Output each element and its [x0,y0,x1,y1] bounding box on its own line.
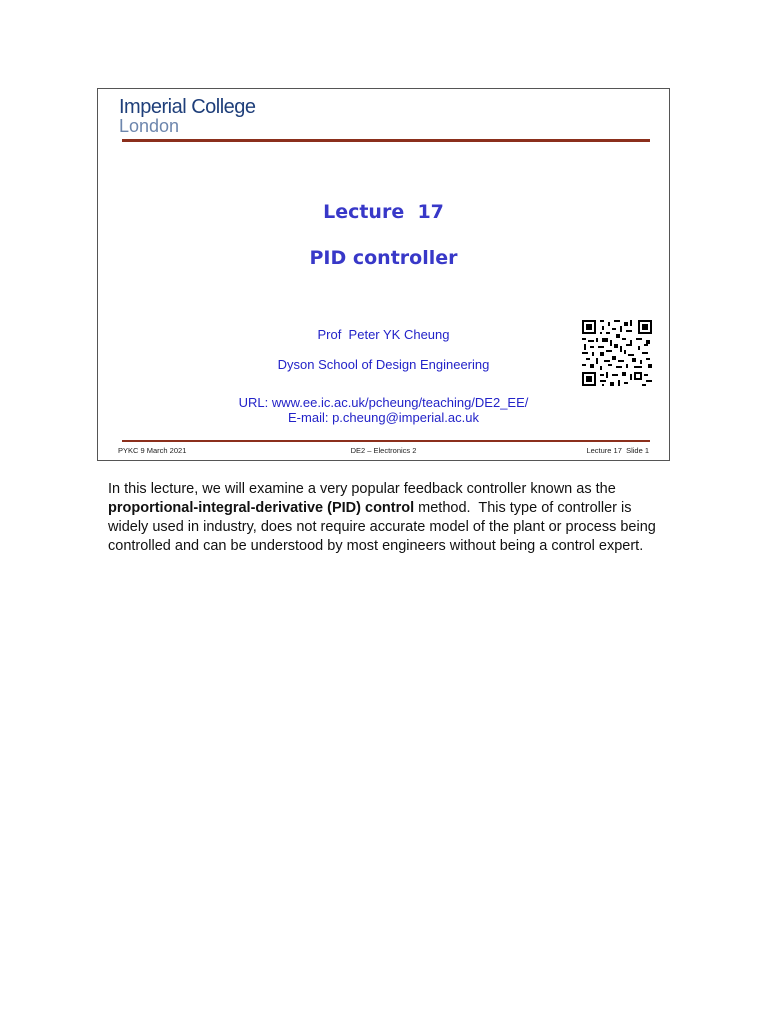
lecture-subtitle: PID controller [309,247,458,269]
email-text: E-mail: p.cheung@imperial.ac.uk [288,410,479,425]
notes-bold-term: proportional-integral-derivative (PID) control [108,500,415,516]
notes-rest: method. This type of controller is widely used in industry, does not require accurate model of the plant or process being controlled and can be understood by most engineers without being a control expert. [108,500,660,554]
url-text: URL: www.ee.ic.ac.uk/pcheung/teaching/DE2_EE/ [238,395,529,410]
logo-line1: Imperial College [119,96,256,118]
lecture-title: Lecture 17 [323,201,444,223]
top-rule [122,139,650,142]
footer-left: PYKC 9 March 2021 [118,446,187,455]
lecture-notes [108,480,668,556]
department: Dyson School of Design Engineering [277,357,490,372]
qr-code-icon [582,320,652,386]
footer-center: DE2 – Electronics 2 [350,446,417,455]
bottom-rule [122,440,650,442]
notes-intro: In this lecture, we will examine a very popular feedback controller known as the [108,481,616,497]
logo-line2: London [119,116,180,136]
footer-right: Lecture 17 Slide 1 [586,446,649,455]
author: Prof Peter YK Cheung [317,327,450,342]
slide [97,88,670,461]
imperial-college-logo [119,97,256,135]
